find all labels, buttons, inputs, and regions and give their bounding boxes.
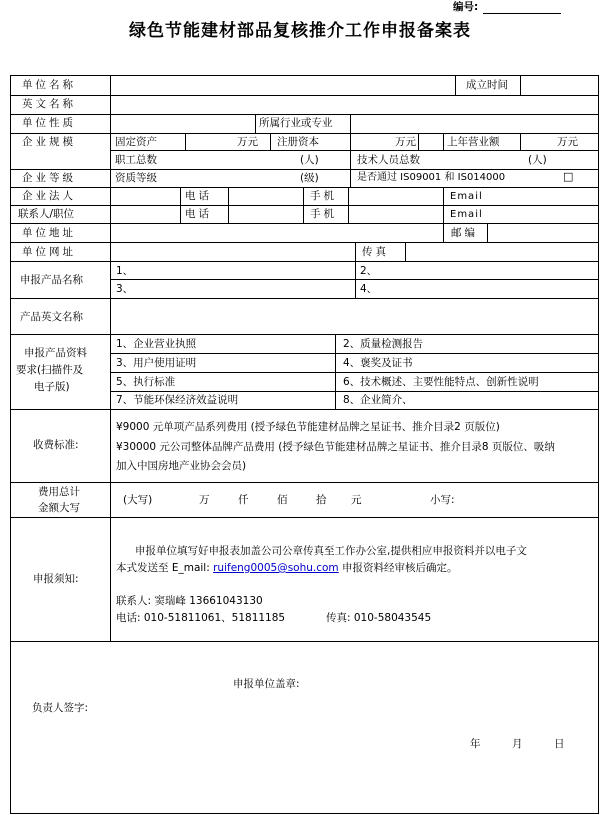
- material-8: 8、企业简介、: [343, 394, 413, 406]
- label-scale: 企业规模: [22, 136, 76, 148]
- lower-label: 小写:: [430, 494, 455, 506]
- label-tech-staff: 技术人员总数: [357, 154, 420, 166]
- unit-grade: (级): [300, 172, 319, 184]
- label-product-name: 申报产品名称: [20, 274, 83, 286]
- label-postcode: 邮编: [451, 227, 478, 239]
- material-1: 1、企业营业执照: [116, 338, 197, 350]
- contact-person: 联系人: 窦瑞峰 13661043130: [116, 595, 263, 607]
- unit-wan-2: 万元: [395, 136, 416, 148]
- contact-phone: 电话: 010-51811061、51811185: [116, 612, 286, 624]
- label-fixed-assets: 固定资产: [115, 136, 157, 148]
- label-registered-capital: 注册资本: [277, 136, 319, 148]
- label-product-english: 产品英文名称: [20, 311, 83, 323]
- fee-option-1: ¥9000 元单项产品系列费用 (授予绿色节能建材品牌之星证书、推介目录2 页版位): [116, 421, 500, 433]
- product-4: 4、: [360, 283, 378, 295]
- label-revenue: 上年营业额: [447, 136, 500, 148]
- unit-wan: 万: [199, 494, 210, 506]
- material-4: 4、褒奖及证书: [343, 357, 413, 369]
- label-fee: 收费标准:: [33, 439, 79, 451]
- unit-qian: 仟: [238, 494, 249, 506]
- label-phone-2: 电话: [185, 208, 212, 220]
- capital-label: (大写): [123, 494, 153, 506]
- label-mobile-2: 手机: [310, 208, 337, 220]
- date-month: 月: [512, 738, 523, 750]
- unit-person-2: (人): [528, 154, 547, 166]
- label-phone-1: 电话: [185, 190, 212, 202]
- fee-option-2a: ¥30000 元公司整体品牌产品费用 (授予绿色节能建材品牌之星证书、推介目录8 页版位、吸纳: [116, 441, 555, 453]
- page-title: 绿色节能建材部品复核推介工作申报备案表: [129, 21, 471, 41]
- date-year: 年: [470, 738, 481, 750]
- notice-email-link[interactable]: ruifeng0005@sohu.com: [213, 562, 339, 574]
- material-5: 5、执行标准: [116, 376, 176, 388]
- label-unit-name: 单位名称: [22, 79, 76, 91]
- label-established: 成立时间: [466, 79, 508, 91]
- label-materials-3: 电子版): [34, 381, 70, 393]
- label-total-1: 费用总计: [38, 486, 80, 498]
- unit-shi: 拾: [316, 494, 327, 506]
- label-notice: 申报须知:: [33, 573, 79, 585]
- label-mobile-1: 手机: [310, 190, 337, 202]
- unit-wan-3: 万元: [557, 136, 578, 148]
- material-3: 3、用户使用证明: [116, 357, 197, 369]
- fee-option-2b: 加入中国房地产业协会会员): [116, 460, 247, 472]
- label-qualification: 资质等级: [115, 172, 157, 184]
- label-employees: 职工总数: [115, 154, 157, 166]
- notice-text-1: 申报单位填写好申报表加盖公司公章传真至工作办公室,提供相应申报资料并以电子文: [135, 545, 527, 557]
- label-contact: 联系人/职位: [18, 208, 75, 220]
- iso-checkbox[interactable]: □: [563, 170, 574, 183]
- material-7: 7、节能环保经济效益说明: [116, 394, 239, 406]
- notice-text-2b: 申报资料经审核后确定。: [338, 562, 458, 574]
- notice-text-2a: 本式发送至 E_mail:: [116, 562, 214, 574]
- signature-label: 负责人签字:: [32, 702, 89, 714]
- label-total-2: 金额大写: [38, 502, 80, 514]
- label-industry: 所属行业或专业: [259, 117, 333, 129]
- label-english-name: 英文名称: [22, 98, 76, 110]
- date-day: 日: [554, 738, 565, 750]
- material-2: 2、质量检测报告: [343, 338, 424, 350]
- label-fax: 传真: [362, 246, 389, 258]
- label-email-1: Email: [450, 191, 483, 202]
- label-materials-1: 申报产品资料: [24, 347, 87, 359]
- product-2: 2、: [360, 265, 378, 277]
- unit-bai: 佰: [277, 494, 288, 506]
- label-address: 单位地址: [22, 227, 76, 239]
- serial-label: 编号:: [453, 1, 479, 13]
- label-email-2: Email: [450, 209, 483, 220]
- label-unit-nature: 单位性质: [22, 117, 76, 129]
- notice-text-2: [116, 561, 458, 575]
- label-iso: 是否通过 IS09001 和 IS014000: [357, 172, 506, 183]
- material-6: 6、技术概述、主要性能特点、创新性说明: [343, 376, 539, 388]
- label-grade: 企业等级: [22, 172, 76, 184]
- serial-line: [483, 13, 561, 14]
- label-legal-person: 企业法人: [22, 190, 76, 202]
- seal-label: 申报单位盖章:: [233, 678, 300, 690]
- contact-fax: 传真: 010-58043545: [326, 612, 432, 624]
- unit-person-1: (人): [300, 154, 319, 166]
- unit-yuan: 元: [351, 494, 362, 506]
- product-1: 1、: [116, 265, 134, 277]
- label-materials-2: 要求(扫描件及: [16, 364, 84, 376]
- label-website: 单位网址: [22, 246, 76, 258]
- product-3: 3、: [116, 283, 134, 295]
- unit-wan-1: 万元: [237, 136, 258, 148]
